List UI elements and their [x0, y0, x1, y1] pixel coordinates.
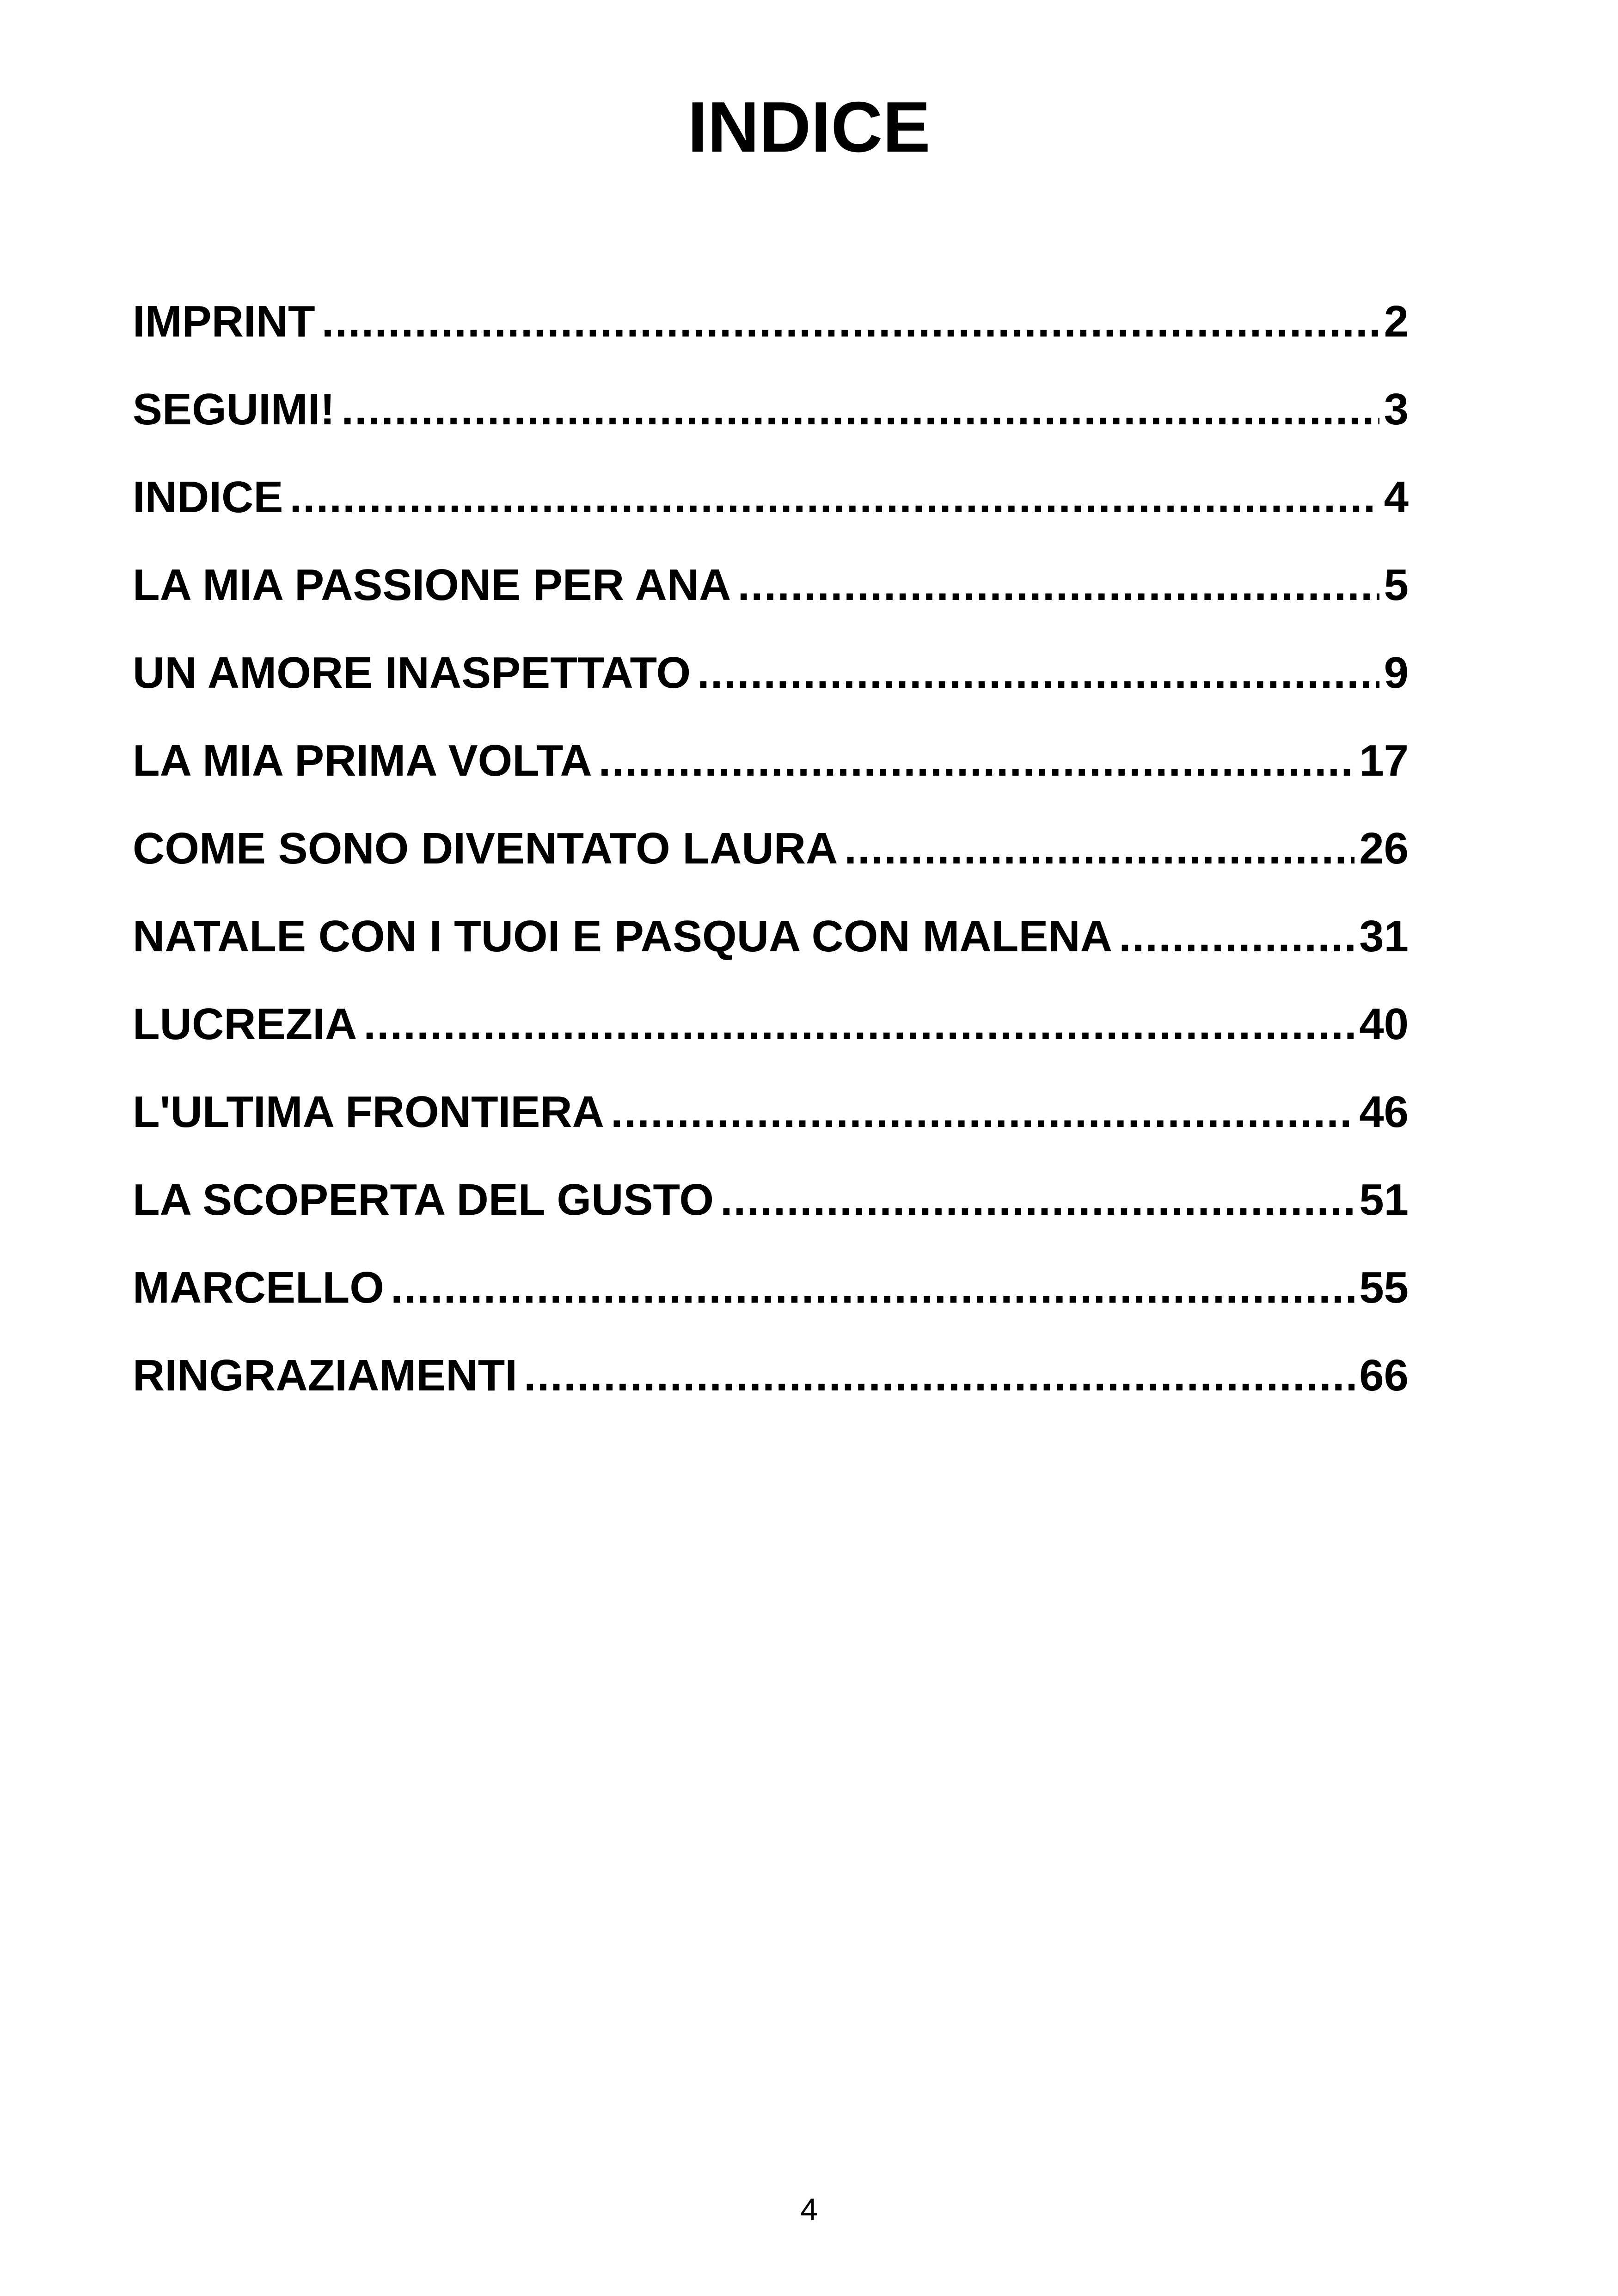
toc-dot-leader — [737, 557, 1379, 613]
toc-entry-title: COME SONO DIVENTATO LAURA — [133, 824, 838, 873]
table-of-contents — [133, 294, 1409, 1436]
toc-dot-leader — [720, 1172, 1354, 1228]
toc-dot-leader — [363, 997, 1354, 1052]
toc-entry[interactable] — [133, 997, 1409, 1084]
toc-entry-title: LUCREZIA — [133, 999, 357, 1049]
toc-entry[interactable] — [133, 1348, 1409, 1436]
toc-entry-page: 66 — [1359, 1351, 1409, 1400]
toc-entry-title: L'ULTIMA FRONTIERA — [133, 1087, 604, 1137]
toc-entry-page: 9 — [1384, 648, 1409, 698]
toc-entry-page: 3 — [1384, 385, 1409, 434]
page-title: INDICE — [687, 87, 931, 167]
toc-entry-title: LA MIA PRIMA VOLTA — [133, 736, 592, 785]
toc-entry-page: 46 — [1359, 1087, 1409, 1137]
page-number: 4 — [800, 2192, 818, 2227]
toc-dot-leader — [1119, 909, 1354, 964]
toc-entry-title: MARCELLO — [133, 1263, 384, 1312]
toc-dot-leader — [341, 382, 1379, 437]
toc-entry[interactable] — [133, 294, 1409, 382]
toc-entry-page: 4 — [1384, 472, 1409, 522]
toc-entry-title: NATALE CON I TUOI E PASQUA CON MALENA — [133, 912, 1113, 961]
toc-entry[interactable] — [133, 733, 1409, 821]
toc-entry[interactable] — [133, 557, 1409, 645]
toc-entry-title: LA SCOPERTA DEL GUSTO — [133, 1175, 714, 1225]
toc-entry[interactable] — [133, 1084, 1409, 1172]
toc-entry[interactable] — [133, 470, 1409, 557]
toc-entry-title: RINGRAZIAMENTI — [133, 1351, 517, 1400]
toc-entry-title: UN AMORE INASPETTATO — [133, 648, 691, 698]
toc-entry[interactable] — [133, 645, 1409, 733]
toc-entry-page: 26 — [1359, 824, 1409, 873]
toc-entry[interactable] — [133, 1172, 1409, 1260]
toc-entry-title: LA MIA PASSIONE PER ANA — [133, 560, 731, 610]
toc-dot-leader — [599, 733, 1355, 789]
toc-entry-title: INDICE — [133, 472, 283, 522]
toc-dot-leader — [322, 294, 1379, 349]
toc-dot-leader — [524, 1348, 1354, 1403]
toc-entry-page: 2 — [1384, 297, 1409, 346]
toc-entry-title: SEGUIMI! — [133, 385, 335, 434]
toc-entry[interactable] — [133, 909, 1409, 997]
toc-entry-title: IMPRINT — [133, 297, 315, 346]
toc-dot-leader — [611, 1084, 1354, 1140]
toc-entry-page: 40 — [1359, 999, 1409, 1049]
toc-entry-page: 51 — [1359, 1175, 1409, 1225]
toc-dot-leader — [391, 1260, 1354, 1316]
toc-entry-page: 55 — [1359, 1263, 1409, 1312]
toc-entry-page: 17 — [1359, 736, 1409, 785]
toc-dot-leader — [844, 821, 1354, 876]
toc-dot-leader — [289, 470, 1379, 525]
toc-dot-leader — [697, 645, 1379, 701]
toc-entry-page: 31 — [1359, 912, 1409, 961]
toc-entry[interactable] — [133, 1260, 1409, 1348]
toc-entry-page: 5 — [1384, 560, 1409, 610]
toc-entry[interactable] — [133, 821, 1409, 909]
toc-entry[interactable] — [133, 382, 1409, 470]
